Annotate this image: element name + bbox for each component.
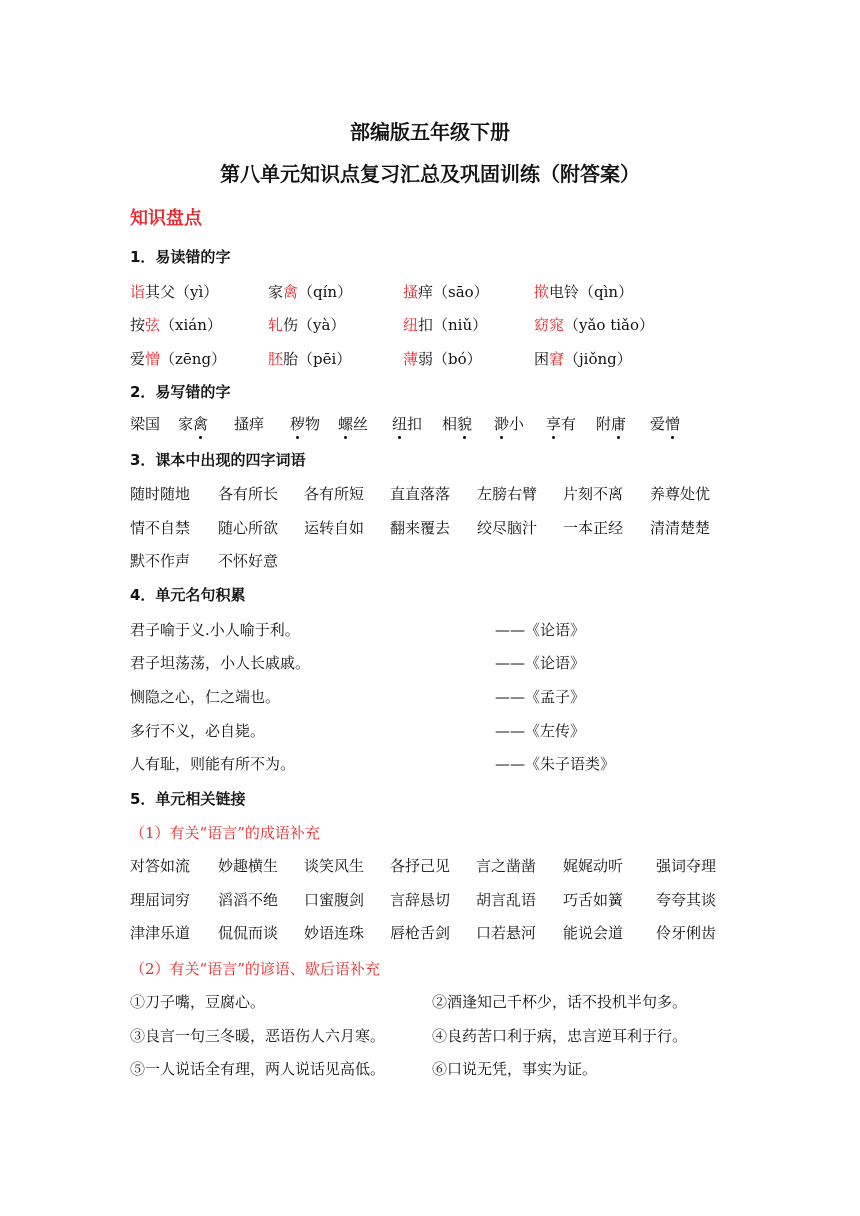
section-knowledge-heading: 知识盘点 [130,208,202,229]
word-part: 附 [596,415,612,433]
idiom: 能说会道 [563,924,624,942]
item-reading: 弱（bó） [418,350,482,368]
highlight-char: 憎 [145,350,161,368]
proverb: ⑤一人说话全有理，两人说话见高低。 [130,1060,386,1078]
highlight-char: 胚 [268,350,284,368]
item-reading: （jiǒng） [564,350,632,368]
miswritten-word [130,413,160,434]
miswritten-word [338,413,368,434]
item-prefix: 按 [130,316,146,334]
misread-item [130,281,218,302]
idiom: 津津乐道 [130,924,191,942]
item-reading: （xián） [160,316,222,334]
idiom: 强词夺理 [656,857,717,875]
highlight-char: 轧 [268,316,284,334]
proverbs-subheading: （2）有关“语言”的谚语、歇后语补充 [130,960,380,978]
idiom: 滔滔不绝 [218,891,279,909]
proverb: ①刀子嘴，豆腐心。 [130,993,266,1011]
miswritten-word [442,413,472,434]
misread-item [268,314,345,335]
emphasized-char: 禽 [193,415,209,433]
quote-source: ——《左传》 [495,722,586,740]
four-char-word: 一本正经 [563,519,624,537]
quote-source: ——《论语》 [495,654,586,672]
highlight-char: 窈窕 [534,316,565,334]
idiom: 理屈词穷 [130,891,191,909]
quote-source: ——《孟子》 [495,688,586,706]
word-part: 痒 [249,415,265,433]
misread-item [268,281,352,302]
miswritten-word [234,413,264,434]
idiom: 娓娓动听 [563,857,624,875]
emphasized-char: 憎 [665,415,681,433]
word-part: 家 [178,415,194,433]
item-reading: 其父（yì） [145,283,219,301]
proverb: ④良药苦口利于病，忠言逆耳利于行。 [432,1027,688,1045]
idiom: 胡言乱语 [476,891,537,909]
idiom: 谈笑风生 [304,857,365,875]
four-char-word: 清清楚楚 [650,519,711,537]
idiom: 侃侃而谈 [218,924,279,942]
idiom: 言之凿凿 [476,857,537,875]
idiom: 唇枪舌剑 [390,924,451,942]
proverb: ③良言一句三冬暖，恶语伤人六月寒。 [130,1027,386,1045]
item-reading: （zēng） [160,350,227,368]
word-part: 爱 [650,415,666,433]
idioms-subheading: （1）有关“语言”的成语补充 [130,824,320,842]
section-4-heading: 4．单元名句积累 [130,586,246,604]
item-reading: （yǎo tiǎo） [564,316,655,334]
section-3-heading: 3．课本中出现的四字词语 [130,451,306,469]
misread-item [403,348,482,369]
emphasized-char: 貌 [457,415,473,433]
item-reading: 痒（sāo） [418,283,489,301]
quote-text: 多行不义，必自毙。 [130,722,266,740]
idiom: 夸夸其谈 [656,891,717,909]
misread-item [534,281,633,302]
four-char-word: 各有所短 [304,485,365,503]
misread-item [268,348,351,369]
word-part: 扣 [407,415,423,433]
idiom: 各抒己见 [390,857,451,875]
idiom: 对答如流 [130,857,191,875]
word-part: 小 [509,415,525,433]
emphasized-char: 秽 [290,415,306,433]
four-char-word: 左膀右臂 [477,485,538,503]
misread-item [534,348,632,369]
emphasized-char: 渺 [494,415,510,433]
four-char-word: 情不自禁 [130,519,191,537]
emphasized-char: 纽 [392,415,408,433]
idiom: 口若悬河 [476,924,537,942]
misread-item [403,281,489,302]
proverb: ⑥口说无凭，事实为证。 [432,1060,598,1078]
quote-source: ——《朱子语类》 [495,755,616,773]
miswritten-word [392,413,422,434]
quote-text: 人有耻，则能有所不为。 [130,755,296,773]
word-part: 有 [561,415,577,433]
four-char-word: 片刻不离 [563,485,624,503]
word-part: 物 [305,415,321,433]
item-reading: （qín） [298,283,353,301]
item-reading: 扣（niǔ） [418,316,488,334]
word-part: 梁 [130,415,146,433]
highlight-char: 纽 [403,316,419,334]
miswritten-word [596,413,626,434]
misread-item [130,314,222,335]
quote-source: ——《论语》 [495,621,586,639]
proverb: ②酒逢知己千杯少，话不投机半句多。 [432,993,688,1011]
idiom: 妙语连珠 [304,924,365,942]
misread-item [534,314,654,335]
item-prefix: 困 [534,350,550,368]
four-char-word: 默不作声 [130,552,191,570]
highlight-char: 弦 [145,316,161,334]
emphasized-char: 享 [546,415,562,433]
four-char-word: 不怀好意 [218,552,279,570]
four-char-word: 养尊处优 [650,485,711,503]
idiom: 言辞恳切 [390,891,451,909]
quote-text: 恻隐之心，仁之端也。 [130,688,281,706]
four-char-word: 随心所欲 [218,519,279,537]
item-prefix: 家 [268,283,284,301]
word-part: 相 [442,415,458,433]
emphasized-char: 螺 [338,415,354,433]
highlight-char: 窘 [549,350,565,368]
quote-text: 君子坦荡荡，小人长戚戚。 [130,654,311,672]
item-reading: 伤（yà） [283,316,346,334]
four-char-word: 运转自如 [304,519,365,537]
highlight-char: 薄 [403,350,419,368]
miswritten-word [546,413,576,434]
misread-item [403,314,487,335]
misread-item [130,348,226,369]
miswritten-word [290,413,320,434]
item-prefix: 爱 [130,350,146,368]
idiom: 伶牙俐齿 [656,924,717,942]
miswritten-word [178,413,208,434]
idiom: 口蜜腹剑 [304,891,365,909]
item-reading: 胎（pēi） [283,350,352,368]
highlight-char: 诣 [130,283,146,301]
four-char-word: 各有所长 [218,485,279,503]
section-1-heading: 1．易读错的字 [130,248,231,266]
highlight-char: 禽 [283,283,299,301]
four-char-word: 绞尽脑汁 [477,519,538,537]
four-char-word: 直直落落 [390,485,451,503]
four-char-word: 随时随地 [130,485,191,503]
item-reading: 电铃（qìn） [549,283,634,301]
document-title: 部编版五年级下册 [350,120,510,144]
highlight-char: 搔 [403,283,419,301]
emphasized-char: 庸 [611,415,627,433]
miswritten-word [650,413,680,434]
word-part: 搔 [234,415,250,433]
word-part: 丝 [353,415,369,433]
document-subtitle: 第八单元知识点复习汇总及巩固训练（附答案） [220,162,640,186]
section-2-heading: 2．易写错的字 [130,383,231,401]
highlight-char: 揿 [534,283,550,301]
word-part: 国 [145,415,161,433]
idiom: 妙趣横生 [218,857,279,875]
miswritten-word [494,413,524,434]
four-char-word: 翻来覆去 [390,519,451,537]
quote-text: 君子喻于义.小人喻于利。 [130,621,300,639]
idiom: 巧舌如簧 [563,891,624,909]
section-5-heading: 5．单元相关链接 [130,790,246,808]
